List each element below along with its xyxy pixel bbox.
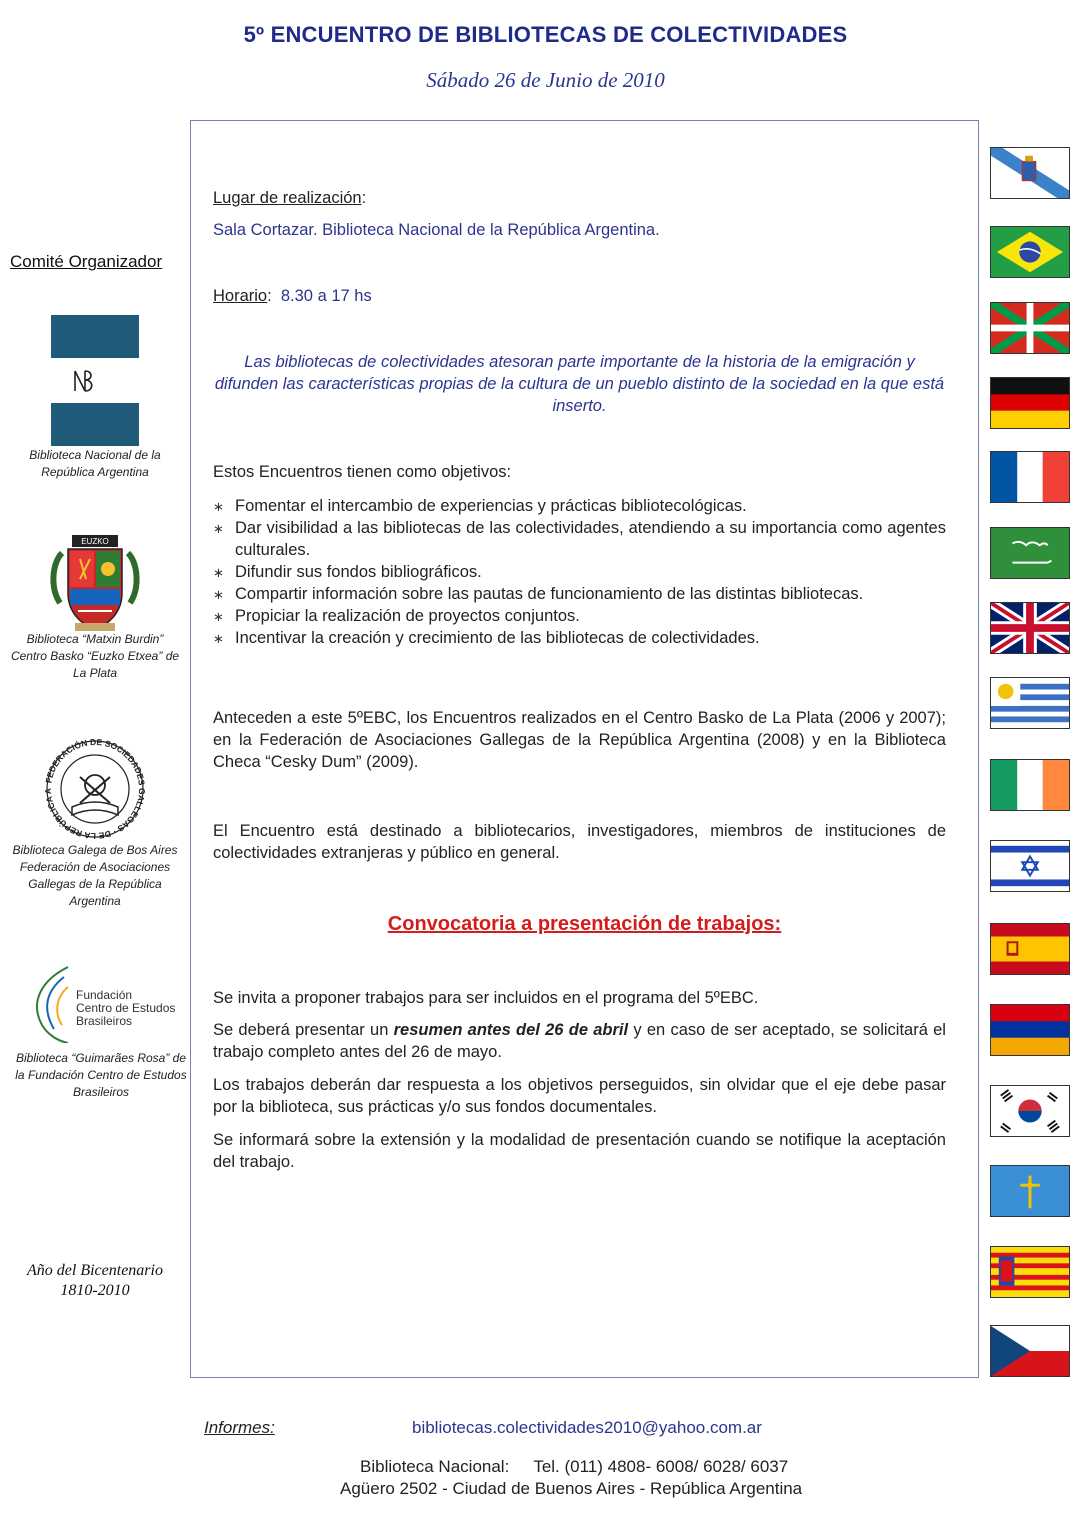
contact-email-link[interactable]: bibliotecas.colectividades2010@yahoo.com.ar xyxy=(412,1418,762,1437)
list-item: ∗ Incentivar la creación y crecimiento de las bibliotecas de colectividades. xyxy=(213,627,946,649)
ireland-flag-icon xyxy=(990,759,1070,811)
informes-label: Informes: xyxy=(204,1418,275,1437)
horario-line: Horario: 8.30 a 17 hs xyxy=(213,287,372,305)
israel-flag-icon xyxy=(990,840,1070,892)
org-caption-bn: Biblioteca Nacional de la República Argentina xyxy=(29,448,161,479)
convocatoria-heading: Convocatoria a presentación de trabajos: xyxy=(387,913,782,935)
list-item: ∗ Propiciar la realización de proyectos conjuntos. xyxy=(213,605,946,627)
federacion-ring-text: FEDERACIÓN DE SOCIEDADES GALLEGAS · DE LA REPÚBLICA A xyxy=(42,737,148,842)
phone-numbers: Tel. (011) 4808- 6008/ 6028/ 6037 xyxy=(533,1457,789,1476)
fundacion-logo-line-2: Centro de Estudos xyxy=(76,1001,176,1015)
footer-phone-line: Biblioteca Nacional: Tel. (011) 4808- 6008/ 6028/ 6037 xyxy=(360,1457,789,1476)
france-flag-icon xyxy=(990,451,1070,503)
armenia-flag-icon xyxy=(990,1004,1070,1056)
footer-address: Agüero 2502 - Ciudad de Buenos Aires - República Argentina xyxy=(340,1479,803,1498)
united-kingdom-flag-icon xyxy=(990,602,1070,654)
intro-quote: Las bibliotecas de colectividades atesoran parte importante de la historia de la emigración y difunden las características propias de la cultura de un pueblo distinto de la sociedad en la que está inserto. xyxy=(214,353,945,415)
list-item: ∗ Compartir información sobre las pautas de funcionamiento de las distintas bibliotecas. xyxy=(213,583,946,605)
basque-flag-icon xyxy=(990,302,1070,354)
asturias-flag-icon xyxy=(990,1165,1070,1217)
horario-value: 8.30 a 17 hs xyxy=(280,287,372,305)
brazil-flag-icon xyxy=(990,226,1070,278)
uruguay-flag-icon xyxy=(990,677,1070,729)
horario-label: Horario xyxy=(213,287,268,305)
south-korea-flag-icon xyxy=(990,1085,1070,1137)
objetivos-list xyxy=(213,495,946,649)
list-item: ∗ Difundir sus fondos bibliográficos. xyxy=(213,561,946,583)
czech-flag-icon xyxy=(990,1325,1070,1377)
objetivos-intro: Estos Encuentros tienen como objetivos: xyxy=(213,463,512,481)
deadline-paragraph: Se deberá presentar un resumen antes del 26 de abril y en caso de ser aceptado, se solicitará el trabajo completo antes del 26 de mayo. xyxy=(213,1021,946,1061)
page-title: 5º ENCUENTRO DE BIBLIOTECAS DE COLECTIVIDADES xyxy=(243,22,848,47)
federacion-gallegas-logo xyxy=(40,737,150,842)
fundacion-logo-line-3: Brasileiros xyxy=(76,1014,133,1028)
list-item: ∗ Dar visibilidad a las bibliotecas de las colectividades, atendiendo a su importancia como agentes culturales. xyxy=(213,517,946,561)
org-caption-guimaraes: Biblioteca “Guimarães Rosa” de la Fundación Centro de Estudos Brasileiros xyxy=(15,1051,187,1099)
spain-flag-icon xyxy=(990,923,1070,975)
germany-flag-icon xyxy=(990,377,1070,429)
bicentenario-note xyxy=(10,1261,180,1301)
invitation-paragraph: Se invita a proponer trabajos para ser incluidos en el programa del 5ºEBC. xyxy=(213,989,759,1007)
galicia-flag-icon xyxy=(990,147,1070,199)
comite-label: Comité Organizador xyxy=(10,252,163,271)
biblioteca-nacional-logo xyxy=(51,315,139,446)
destinado-paragraph: El Encuentro está destinado a bibliotecarios, investigadores, miembros de instituciones de colectividades extranjeras y público en general. xyxy=(213,822,946,862)
lugar-label: Lugar de realización: xyxy=(213,189,367,207)
crest-banner-text: EUZKO xyxy=(81,537,109,546)
antecedentes-paragraph: Anteceden a este 5ºEBC, los Encuentros realizados en el Centro Basko de La Plata (2006 y 2007); en la Federación de Asociaciones Gallegas de la República Argentina (2008) y en la Biblioteca Checa “Cesky Dum” (2009). xyxy=(213,709,946,771)
org-caption-euzko: Biblioteca “Matxin Burdin” Centro Basko “Euzko Etxea” de La Plata xyxy=(10,632,180,680)
saudi-arabia-flag-icon xyxy=(990,527,1070,579)
bicentenario-line-1: Año del Bicentenario xyxy=(27,1262,163,1279)
requirements-paragraph: Los trabajos deberán dar respuesta a los objetivos perseguidos, sin olvidar que el eje debe pasar por la biblioteca, sus prácticas y/o sus fondos documentales. xyxy=(213,1076,946,1116)
bicentenario-line-2: 1810-2010 xyxy=(60,1282,130,1299)
deadline-highlight: resumen antes del 26 de abril xyxy=(393,1021,629,1039)
euzko-etxea-crest-logo xyxy=(50,533,140,633)
list-item: ∗ Fomentar el intercambio de experiencias y prácticas bibliotecológicas. xyxy=(213,495,946,517)
org-caption-galega: Biblioteca Galega de Bos Aires Federación de Asociaciones Gallegas de la República Argentina xyxy=(12,843,178,908)
aragon-flag-icon xyxy=(990,1246,1070,1298)
notification-paragraph: Se informará sobre la extensión y la modalidad de presentación cuando se notifique la aceptación del trabajo. xyxy=(213,1131,946,1171)
event-date: Sábado 26 de Junio de 2010 xyxy=(426,68,665,92)
lugar-value: Sala Cortazar. Biblioteca Nacional de la República Argentina. xyxy=(213,221,660,239)
fundacion-centro-estudos-logo xyxy=(20,963,180,1043)
fundacion-logo-line-1: Fundación xyxy=(76,988,133,1002)
